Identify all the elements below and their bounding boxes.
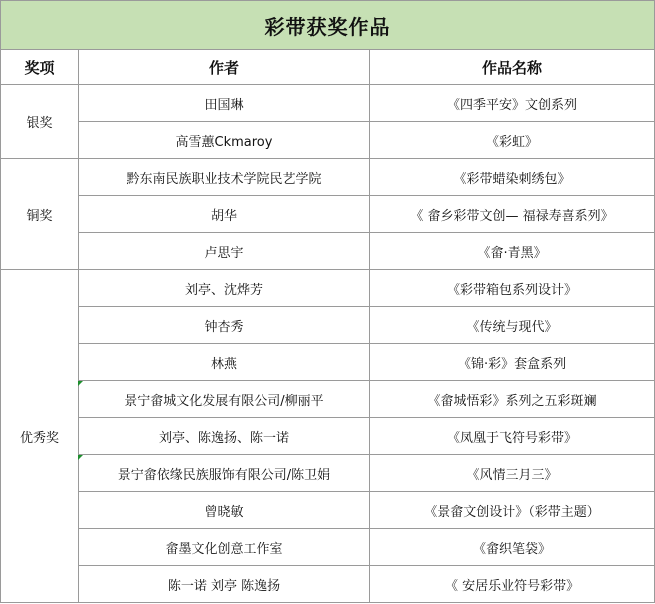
author-cell: 胡华 — [79, 196, 370, 233]
author-cell: 刘亭、沈烨芳 — [79, 270, 370, 307]
author-cell: 钟杏秀 — [79, 307, 370, 344]
author-cell: 黔东南民族职业技术学院民艺学院 — [79, 159, 370, 196]
author-cell: 曾晓敏 — [79, 492, 370, 529]
award-level-cell: 银奖 — [1, 85, 79, 159]
table-row — [1, 344, 655, 381]
author-cell: 田国琳 — [79, 85, 370, 122]
work-cell: 《风情三月三》 — [370, 455, 655, 492]
table-row — [1, 455, 655, 492]
work-cell: 《彩带箱包系列设计》 — [370, 270, 655, 307]
work-cell: 《畲·青黑》 — [370, 233, 655, 270]
header-work: 作品名称 — [370, 50, 655, 85]
author-cell: 畲墨文化创意工作室 — [79, 529, 370, 566]
header-award: 奖项 — [1, 50, 79, 85]
table-row — [1, 529, 655, 566]
award-level-cell: 优秀奖 — [1, 270, 79, 603]
table-row — [1, 196, 655, 233]
table-row — [1, 122, 655, 159]
work-cell: 《彩虹》 — [370, 122, 655, 159]
work-cell: 《 安居乐业符号彩带》 — [370, 566, 655, 603]
table-row — [1, 381, 655, 418]
work-cell: 《四季平安》文创系列 — [370, 85, 655, 122]
table-row — [1, 566, 655, 603]
comment-marker — [78, 381, 83, 386]
work-cell: 《彩带蜡染刺绣包》 — [370, 159, 655, 196]
author-cell: 景宁畲依缘民族服饰有限公司/陈卫娟 — [79, 455, 370, 492]
table-row — [1, 233, 655, 270]
header-author: 作者 — [79, 50, 370, 85]
work-cell: 《景畲文创设计》（彩带主题） — [370, 492, 655, 529]
comment-marker — [78, 455, 83, 460]
author-cell: 陈一诺 刘亭 陈逸扬 — [79, 566, 370, 603]
author-cell: 林燕 — [79, 344, 370, 381]
table-title: 彩带获奖作品 — [1, 1, 655, 50]
work-cell: 《传统与现代》 — [370, 307, 655, 344]
author-cell: 刘亭、陈逸扬、陈一诺 — [79, 418, 370, 455]
work-cell: 《畲织笔袋》 — [370, 529, 655, 566]
work-cell: 《畲城悟彩》系列之五彩斑斓 — [370, 381, 655, 418]
award-level-cell: 铜奖 — [1, 159, 79, 270]
table-row — [1, 418, 655, 455]
table-row — [1, 270, 655, 307]
work-cell: 《凤凰于飞符号彩带》 — [370, 418, 655, 455]
work-cell: 《锦·彩》套盒系列 — [370, 344, 655, 381]
work-cell: 《 畲乡彩带文创— 福禄寿喜系列》 — [370, 196, 655, 233]
author-cell: 高雪蕙Ckmaroy — [79, 122, 370, 159]
author-cell: 卢思宇 — [79, 233, 370, 270]
table-row — [1, 492, 655, 529]
table-row — [1, 159, 655, 196]
table-row — [1, 307, 655, 344]
table-row — [1, 85, 655, 122]
author-cell: 景宁畲城文化发展有限公司/柳丽平 — [79, 381, 370, 418]
